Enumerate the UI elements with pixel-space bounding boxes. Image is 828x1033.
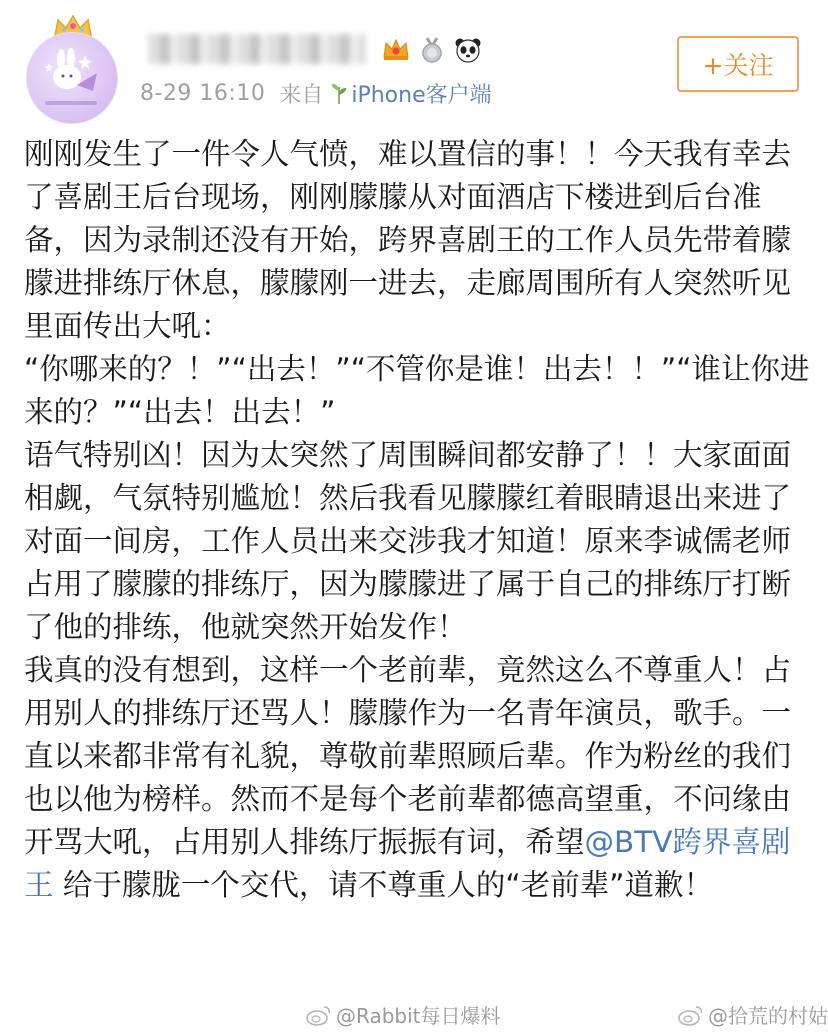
post-paragraph-1: 刚刚发生了一件令人气愤，难以置信的事！！今天我有幸去了喜剧王后台现场，刚刚朦朦从对面酒店下楼进到后台准备，因为录制还没有开始，跨界喜剧王的工作人员先带着朦朦进排练厅休息，朦朦刚一进去，走廊周围所有人突然听见里面传出大吼： [24,137,792,343]
panda-icon[interactable] [454,36,482,64]
post-header [0,0,828,128]
post-paragraph-3: 语气特别凶！因为太突然了周围瞬间都安静了！！大家面面相觑，气氛特别尴尬！然后我看见朦朦红着眼睛退出来进了对面一间房，工作人员出来交涉我才知道！原来李诚儒老师占用了朦朦的排练厅，因为朦朦进了属于自己的排练厅打断了他的排练，他就突然开始发作！ [24,438,792,644]
weibo-icon [678,1004,704,1026]
watermark-left [306,1000,501,1029]
follow-button[interactable]: +关注 [677,36,799,92]
medal-icon[interactable] [418,36,446,64]
mention-link[interactable]: @BTV跨界喜剧王 [24,825,791,902]
post-text-before-mention: 我真的没有想到，这样一个老前辈，竟然这么不尊重人！占用别人的排练厅还骂人！朦朦作为一名青年演员，歌手。一直以来都非常有礼貌，尊敬前辈照顾后辈。作为粉丝的我们也以他为榜样。然而不是每个老前辈都德高望重，不问缘由开骂大吼，占用别人排练厅振振有词，希望 [24,653,792,859]
watermark-bar [0,994,828,1030]
leaf-icon [329,83,349,105]
post-time: 8-29 16:10 [140,81,266,106]
client-link[interactable]: iPhone客户端 [351,83,492,108]
avatar[interactable] [26,14,122,114]
post-meta [140,78,492,109]
watermark-left-text: @Rabbit每日爆料 [336,1004,501,1028]
post-body [24,133,810,907]
avatar-image [26,32,118,124]
watermark-right-text: @拾荒的村姑 [708,1004,828,1028]
post-paragraph-4 [24,649,810,907]
from-label: 来自 [279,83,324,108]
post-text-after-mention: 给于朦胧一个交代，请不尊重人的“老前辈”道歉！ [53,868,713,902]
username-blurred[interactable] [148,34,366,64]
post-paragraph-2: “你哪来的？！”“出去！”“不管你是谁！出去！！”“谁让你进来的？”“出去！出去！” [24,352,810,429]
weibo-icon [306,1004,332,1026]
crown-vip-icon[interactable] [382,36,410,64]
watermark-right [678,1000,828,1029]
badge-row [382,36,482,66]
